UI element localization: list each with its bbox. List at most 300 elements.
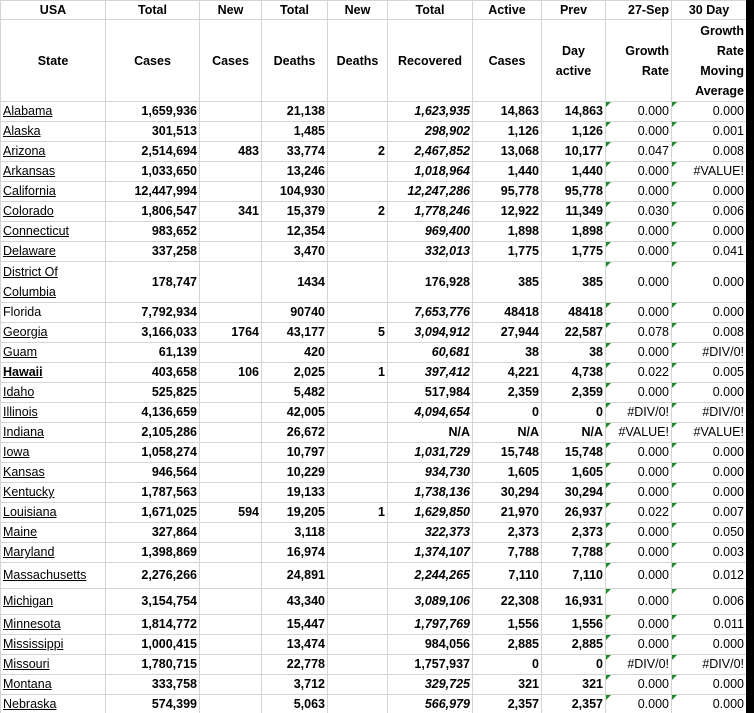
growth-rate-cell[interactable]: 0.000	[606, 222, 672, 242]
state-name-cell[interactable]: Mississippi	[1, 635, 106, 655]
new-cases-cell[interactable]	[200, 222, 262, 242]
active-cell[interactable]: 1,605	[473, 463, 542, 483]
growth-rate-cell[interactable]: 0.000	[606, 262, 672, 303]
total-deaths-cell[interactable]: 16,974	[262, 543, 328, 563]
state-name-cell[interactable]: Michigan	[1, 589, 106, 615]
new-cases-cell[interactable]	[200, 343, 262, 363]
total-deaths-cell[interactable]: 24,891	[262, 563, 328, 589]
state-name-cell[interactable]: Delaware	[1, 242, 106, 262]
growth-rate-cell[interactable]: 0.000	[606, 615, 672, 635]
new-cases-cell[interactable]	[200, 615, 262, 635]
new-deaths-cell[interactable]	[328, 615, 388, 635]
recovered-cell[interactable]: 12,247,286	[388, 182, 473, 202]
prev-active-cell[interactable]: 1,898	[542, 222, 606, 242]
prev-active-cell[interactable]: 2,885	[542, 635, 606, 655]
total-cases-cell[interactable]: 337,258	[106, 242, 200, 262]
moving-average-cell[interactable]: 0.000	[672, 383, 747, 403]
total-cases-cell[interactable]: 3,154,754	[106, 589, 200, 615]
new-cases-cell[interactable]	[200, 423, 262, 443]
new-cases-cell[interactable]	[200, 655, 262, 675]
active-cell[interactable]: 0	[473, 655, 542, 675]
moving-average-cell[interactable]: 0.041	[672, 242, 747, 262]
active-cell[interactable]: 7,788	[473, 543, 542, 563]
state-name-cell[interactable]: Louisiana	[1, 503, 106, 523]
active-cell[interactable]: 38	[473, 343, 542, 363]
header-cell[interactable]: 30 Day	[672, 1, 747, 20]
active-cell[interactable]: 7,110	[473, 563, 542, 589]
new-deaths-cell[interactable]	[328, 162, 388, 182]
moving-average-cell[interactable]: 0.000	[672, 695, 747, 713]
recovered-cell[interactable]: 1,031,729	[388, 443, 473, 463]
state-name-cell[interactable]: Illinois	[1, 403, 106, 423]
new-cases-cell[interactable]: 483	[200, 142, 262, 162]
moving-average-cell[interactable]: 0.007	[672, 503, 747, 523]
new-deaths-cell[interactable]	[328, 423, 388, 443]
recovered-cell[interactable]: 332,013	[388, 242, 473, 262]
growth-rate-cell[interactable]: 0.000	[606, 463, 672, 483]
recovered-cell[interactable]: 934,730	[388, 463, 473, 483]
moving-average-cell[interactable]: 0.000	[672, 182, 747, 202]
active-cell[interactable]: 14,863	[473, 102, 542, 122]
prev-active-cell[interactable]: 26,937	[542, 503, 606, 523]
new-cases-cell[interactable]	[200, 122, 262, 142]
new-deaths-cell[interactable]: 1	[328, 363, 388, 383]
header-cell[interactable]: Cases	[106, 20, 200, 102]
new-deaths-cell[interactable]: 5	[328, 323, 388, 343]
growth-rate-cell[interactable]: 0.000	[606, 635, 672, 655]
new-deaths-cell[interactable]	[328, 182, 388, 202]
new-deaths-cell[interactable]: 2	[328, 202, 388, 222]
recovered-cell[interactable]: 60,681	[388, 343, 473, 363]
total-deaths-cell[interactable]: 420	[262, 343, 328, 363]
header-cell[interactable]: Active	[473, 1, 542, 20]
total-deaths-cell[interactable]: 2,025	[262, 363, 328, 383]
growth-rate-cell[interactable]: #DIV/0!	[606, 655, 672, 675]
prev-active-cell[interactable]: 1,126	[542, 122, 606, 142]
active-cell[interactable]: 48418	[473, 303, 542, 323]
prev-active-cell[interactable]: 1,775	[542, 242, 606, 262]
prev-active-cell[interactable]: 4,738	[542, 363, 606, 383]
recovered-cell[interactable]: 397,412	[388, 363, 473, 383]
growth-rate-cell[interactable]: 0.000	[606, 303, 672, 323]
total-cases-cell[interactable]: 1,814,772	[106, 615, 200, 635]
growth-rate-cell[interactable]: 0.000	[606, 383, 672, 403]
growth-rate-cell[interactable]: 0.022	[606, 363, 672, 383]
new-deaths-cell[interactable]	[328, 635, 388, 655]
state-name-cell[interactable]: Hawaii	[1, 363, 106, 383]
total-cases-cell[interactable]: 1,058,274	[106, 443, 200, 463]
new-deaths-cell[interactable]	[328, 443, 388, 463]
new-cases-cell[interactable]	[200, 589, 262, 615]
new-deaths-cell[interactable]	[328, 262, 388, 303]
new-deaths-cell[interactable]	[328, 403, 388, 423]
state-name-cell[interactable]: Maryland	[1, 543, 106, 563]
header-cell[interactable]: Day active	[542, 20, 606, 102]
active-cell[interactable]: 4,221	[473, 363, 542, 383]
total-deaths-cell[interactable]: 3,712	[262, 675, 328, 695]
total-deaths-cell[interactable]: 10,797	[262, 443, 328, 463]
state-name-cell[interactable]: Kansas	[1, 463, 106, 483]
moving-average-cell[interactable]: 0.000	[672, 463, 747, 483]
moving-average-cell[interactable]: 0.000	[672, 483, 747, 503]
recovered-cell[interactable]: 1,797,769	[388, 615, 473, 635]
total-cases-cell[interactable]: 946,564	[106, 463, 200, 483]
prev-active-cell[interactable]: 38	[542, 343, 606, 363]
header-cell[interactable]: Growth Rate	[606, 20, 672, 102]
recovered-cell[interactable]: 4,094,654	[388, 403, 473, 423]
new-deaths-cell[interactable]	[328, 483, 388, 503]
growth-rate-cell[interactable]: 0.022	[606, 503, 672, 523]
total-deaths-cell[interactable]: 13,474	[262, 635, 328, 655]
state-name-cell[interactable]: Massachusetts	[1, 563, 106, 589]
new-cases-cell[interactable]	[200, 543, 262, 563]
new-deaths-cell[interactable]	[328, 242, 388, 262]
new-deaths-cell[interactable]	[328, 675, 388, 695]
moving-average-cell[interactable]: #DIV/0!	[672, 343, 747, 363]
new-deaths-cell[interactable]: 2	[328, 142, 388, 162]
active-cell[interactable]: 2,357	[473, 695, 542, 713]
new-deaths-cell[interactable]	[328, 589, 388, 615]
new-cases-cell[interactable]: 341	[200, 202, 262, 222]
growth-rate-cell[interactable]: 0.000	[606, 695, 672, 713]
recovered-cell[interactable]: 298,902	[388, 122, 473, 142]
moving-average-cell[interactable]: 0.011	[672, 615, 747, 635]
header-cell[interactable]: Deaths	[328, 20, 388, 102]
recovered-cell[interactable]: 176,928	[388, 262, 473, 303]
new-cases-cell[interactable]	[200, 262, 262, 303]
new-deaths-cell[interactable]	[328, 303, 388, 323]
total-deaths-cell[interactable]: 43,177	[262, 323, 328, 343]
moving-average-cell[interactable]: 0.008	[672, 142, 747, 162]
prev-active-cell[interactable]: 2,359	[542, 383, 606, 403]
moving-average-cell[interactable]: 0.050	[672, 523, 747, 543]
moving-average-cell[interactable]: 0.000	[672, 635, 747, 655]
total-cases-cell[interactable]: 333,758	[106, 675, 200, 695]
state-name-cell[interactable]: Iowa	[1, 443, 106, 463]
prev-active-cell[interactable]: 1,556	[542, 615, 606, 635]
state-name-cell[interactable]: Georgia	[1, 323, 106, 343]
prev-active-cell[interactable]: 11,349	[542, 202, 606, 222]
total-cases-cell[interactable]: 1,000,415	[106, 635, 200, 655]
new-cases-cell[interactable]	[200, 563, 262, 589]
total-cases-cell[interactable]: 574,399	[106, 695, 200, 713]
growth-rate-cell[interactable]: 0.078	[606, 323, 672, 343]
recovered-cell[interactable]: 329,725	[388, 675, 473, 695]
recovered-cell[interactable]: 1,757,937	[388, 655, 473, 675]
prev-active-cell[interactable]: 10,177	[542, 142, 606, 162]
state-name-cell[interactable]: District Of Columbia	[1, 262, 106, 303]
active-cell[interactable]: 321	[473, 675, 542, 695]
state-name-cell[interactable]: Maine	[1, 523, 106, 543]
recovered-cell[interactable]: 3,089,106	[388, 589, 473, 615]
growth-rate-cell[interactable]: 0.000	[606, 102, 672, 122]
total-cases-cell[interactable]: 1,398,869	[106, 543, 200, 563]
new-deaths-cell[interactable]	[328, 222, 388, 242]
growth-rate-cell[interactable]: 0.000	[606, 343, 672, 363]
header-cell[interactable]: USA	[1, 1, 106, 20]
total-deaths-cell[interactable]: 19,205	[262, 503, 328, 523]
new-deaths-cell[interactable]	[328, 563, 388, 589]
recovered-cell[interactable]: 322,373	[388, 523, 473, 543]
growth-rate-cell[interactable]: 0.000	[606, 122, 672, 142]
growth-rate-cell[interactable]: 0.000	[606, 162, 672, 182]
moving-average-cell[interactable]: 0.006	[672, 589, 747, 615]
active-cell[interactable]: 30,294	[473, 483, 542, 503]
moving-average-cell[interactable]: 0.000	[672, 675, 747, 695]
moving-average-cell[interactable]: 0.008	[672, 323, 747, 343]
state-name-cell[interactable]: Guam	[1, 343, 106, 363]
prev-active-cell[interactable]: N/A	[542, 423, 606, 443]
active-cell[interactable]: 27,944	[473, 323, 542, 343]
prev-active-cell[interactable]: 2,373	[542, 523, 606, 543]
header-cell[interactable]: Recovered	[388, 20, 473, 102]
active-cell[interactable]: 1,556	[473, 615, 542, 635]
state-name-cell[interactable]: Kentucky	[1, 483, 106, 503]
prev-active-cell[interactable]: 1,605	[542, 463, 606, 483]
growth-rate-cell[interactable]: 0.000	[606, 242, 672, 262]
state-name-cell[interactable]: Colorado	[1, 202, 106, 222]
new-deaths-cell[interactable]	[328, 655, 388, 675]
header-cell[interactable]: New	[328, 1, 388, 20]
total-deaths-cell[interactable]: 12,354	[262, 222, 328, 242]
new-cases-cell[interactable]	[200, 523, 262, 543]
new-cases-cell[interactable]	[200, 242, 262, 262]
prev-active-cell[interactable]: 0	[542, 403, 606, 423]
total-cases-cell[interactable]: 983,652	[106, 222, 200, 242]
new-deaths-cell[interactable]	[328, 122, 388, 142]
moving-average-cell[interactable]: 0.000	[672, 262, 747, 303]
growth-rate-cell[interactable]: 0.000	[606, 675, 672, 695]
recovered-cell[interactable]: 1,623,935	[388, 102, 473, 122]
prev-active-cell[interactable]: 15,748	[542, 443, 606, 463]
new-deaths-cell[interactable]	[328, 695, 388, 713]
new-cases-cell[interactable]	[200, 102, 262, 122]
prev-active-cell[interactable]: 95,778	[542, 182, 606, 202]
total-deaths-cell[interactable]: 33,774	[262, 142, 328, 162]
header-cell[interactable]: Cases	[200, 20, 262, 102]
moving-average-cell[interactable]: 0.005	[672, 363, 747, 383]
active-cell[interactable]: 2,373	[473, 523, 542, 543]
prev-active-cell[interactable]: 1,440	[542, 162, 606, 182]
moving-average-cell[interactable]: 0.006	[672, 202, 747, 222]
growth-rate-cell[interactable]: 0.000	[606, 543, 672, 563]
moving-average-cell[interactable]: 0.000	[672, 443, 747, 463]
header-cell[interactable]: 27-Sep	[606, 1, 672, 20]
total-deaths-cell[interactable]: 15,379	[262, 202, 328, 222]
active-cell[interactable]: 0	[473, 403, 542, 423]
active-cell[interactable]: 13,068	[473, 142, 542, 162]
recovered-cell[interactable]: 517,984	[388, 383, 473, 403]
active-cell[interactable]: 385	[473, 262, 542, 303]
moving-average-cell[interactable]: 0.003	[672, 543, 747, 563]
recovered-cell[interactable]: 1,018,964	[388, 162, 473, 182]
prev-active-cell[interactable]: 0	[542, 655, 606, 675]
prev-active-cell[interactable]: 7,788	[542, 543, 606, 563]
new-cases-cell[interactable]	[200, 443, 262, 463]
moving-average-cell[interactable]: 0.000	[672, 303, 747, 323]
total-cases-cell[interactable]: 2,105,286	[106, 423, 200, 443]
active-cell[interactable]: 21,970	[473, 503, 542, 523]
total-deaths-cell[interactable]: 3,118	[262, 523, 328, 543]
state-name-cell[interactable]: Nebraska	[1, 695, 106, 713]
new-cases-cell[interactable]: 1764	[200, 323, 262, 343]
new-cases-cell[interactable]	[200, 162, 262, 182]
state-name-cell[interactable]: Alabama	[1, 102, 106, 122]
new-deaths-cell[interactable]: 1	[328, 503, 388, 523]
growth-rate-cell[interactable]: #VALUE!	[606, 423, 672, 443]
new-cases-cell[interactable]: 106	[200, 363, 262, 383]
new-deaths-cell[interactable]	[328, 523, 388, 543]
total-cases-cell[interactable]: 1,806,547	[106, 202, 200, 222]
new-deaths-cell[interactable]	[328, 463, 388, 483]
recovered-cell[interactable]: 2,467,852	[388, 142, 473, 162]
total-deaths-cell[interactable]: 1434	[262, 262, 328, 303]
state-name-cell[interactable]: Idaho	[1, 383, 106, 403]
total-deaths-cell[interactable]: 42,005	[262, 403, 328, 423]
active-cell[interactable]: 2,885	[473, 635, 542, 655]
state-name-cell[interactable]: Connecticut	[1, 222, 106, 242]
prev-active-cell[interactable]: 16,931	[542, 589, 606, 615]
growth-rate-cell[interactable]: 0.000	[606, 563, 672, 589]
new-cases-cell[interactable]	[200, 483, 262, 503]
prev-active-cell[interactable]: 48418	[542, 303, 606, 323]
header-cell[interactable]: Total	[262, 1, 328, 20]
growth-rate-cell[interactable]: 0.000	[606, 182, 672, 202]
growth-rate-cell[interactable]: 0.047	[606, 142, 672, 162]
recovered-cell[interactable]: 2,244,265	[388, 563, 473, 589]
growth-rate-cell[interactable]: 0.000	[606, 523, 672, 543]
growth-rate-cell[interactable]: 0.030	[606, 202, 672, 222]
total-cases-cell[interactable]: 1,780,715	[106, 655, 200, 675]
moving-average-cell[interactable]: 0.000	[672, 102, 747, 122]
total-cases-cell[interactable]: 12,447,994	[106, 182, 200, 202]
total-cases-cell[interactable]: 3,166,033	[106, 323, 200, 343]
total-cases-cell[interactable]: 1,671,025	[106, 503, 200, 523]
recovered-cell[interactable]: 969,400	[388, 222, 473, 242]
total-deaths-cell[interactable]: 90740	[262, 303, 328, 323]
new-cases-cell[interactable]	[200, 675, 262, 695]
active-cell[interactable]: 22,308	[473, 589, 542, 615]
new-cases-cell[interactable]	[200, 463, 262, 483]
state-name-cell[interactable]: Alaska	[1, 122, 106, 142]
total-cases-cell[interactable]: 327,864	[106, 523, 200, 543]
moving-average-cell[interactable]: #DIV/0!	[672, 403, 747, 423]
total-cases-cell[interactable]: 1,033,650	[106, 162, 200, 182]
active-cell[interactable]: 1,440	[473, 162, 542, 182]
header-cell[interactable]: State	[1, 20, 106, 102]
recovered-cell[interactable]: N/A	[388, 423, 473, 443]
recovered-cell[interactable]: 1,629,850	[388, 503, 473, 523]
total-cases-cell[interactable]: 403,658	[106, 363, 200, 383]
prev-active-cell[interactable]: 22,587	[542, 323, 606, 343]
header-cell[interactable]: Cases	[473, 20, 542, 102]
growth-rate-cell[interactable]: 0.000	[606, 589, 672, 615]
total-deaths-cell[interactable]: 26,672	[262, 423, 328, 443]
new-cases-cell[interactable]	[200, 182, 262, 202]
total-deaths-cell[interactable]: 13,246	[262, 162, 328, 182]
total-cases-cell[interactable]: 1,787,563	[106, 483, 200, 503]
total-cases-cell[interactable]: 178,747	[106, 262, 200, 303]
total-deaths-cell[interactable]: 21,138	[262, 102, 328, 122]
total-deaths-cell[interactable]: 5,063	[262, 695, 328, 713]
total-deaths-cell[interactable]: 19,133	[262, 483, 328, 503]
active-cell[interactable]: 2,359	[473, 383, 542, 403]
header-cell[interactable]: Prev	[542, 1, 606, 20]
growth-rate-cell[interactable]: #DIV/0!	[606, 403, 672, 423]
recovered-cell[interactable]: 1,374,107	[388, 543, 473, 563]
total-deaths-cell[interactable]: 5,482	[262, 383, 328, 403]
new-cases-cell[interactable]: 594	[200, 503, 262, 523]
prev-active-cell[interactable]: 385	[542, 262, 606, 303]
recovered-cell[interactable]: 566,979	[388, 695, 473, 713]
total-cases-cell[interactable]: 4,136,659	[106, 403, 200, 423]
total-deaths-cell[interactable]: 104,930	[262, 182, 328, 202]
total-deaths-cell[interactable]: 15,447	[262, 615, 328, 635]
header-cell[interactable]: Total	[106, 1, 200, 20]
prev-active-cell[interactable]: 321	[542, 675, 606, 695]
state-name-cell[interactable]: Arkansas	[1, 162, 106, 182]
new-deaths-cell[interactable]	[328, 543, 388, 563]
total-deaths-cell[interactable]: 1,485	[262, 122, 328, 142]
new-cases-cell[interactable]	[200, 635, 262, 655]
total-deaths-cell[interactable]: 3,470	[262, 242, 328, 262]
prev-active-cell[interactable]: 7,110	[542, 563, 606, 589]
recovered-cell[interactable]: 984,056	[388, 635, 473, 655]
new-cases-cell[interactable]	[200, 403, 262, 423]
moving-average-cell[interactable]: #DIV/0!	[672, 655, 747, 675]
state-name-cell[interactable]: Missouri	[1, 655, 106, 675]
active-cell[interactable]: 95,778	[473, 182, 542, 202]
header-cell[interactable]: Total	[388, 1, 473, 20]
state-name-cell[interactable]: California	[1, 182, 106, 202]
state-name-cell[interactable]: Montana	[1, 675, 106, 695]
header-cell[interactable]: Growth Rate Moving Average	[672, 20, 747, 102]
new-deaths-cell[interactable]	[328, 102, 388, 122]
active-cell[interactable]: N/A	[473, 423, 542, 443]
state-name-cell[interactable]: Minnesota	[1, 615, 106, 635]
moving-average-cell[interactable]: #VALUE!	[672, 162, 747, 182]
prev-active-cell[interactable]: 2,357	[542, 695, 606, 713]
total-cases-cell[interactable]: 301,513	[106, 122, 200, 142]
recovered-cell[interactable]: 1,738,136	[388, 483, 473, 503]
header-cell[interactable]: Deaths	[262, 20, 328, 102]
prev-active-cell[interactable]: 14,863	[542, 102, 606, 122]
new-deaths-cell[interactable]	[328, 383, 388, 403]
active-cell[interactable]: 15,748	[473, 443, 542, 463]
active-cell[interactable]: 12,922	[473, 202, 542, 222]
total-cases-cell[interactable]: 7,792,934	[106, 303, 200, 323]
state-name-cell[interactable]: Florida	[1, 303, 106, 323]
growth-rate-cell[interactable]: 0.000	[606, 443, 672, 463]
moving-average-cell[interactable]: 0.000	[672, 222, 747, 242]
state-name-cell[interactable]: Arizona	[1, 142, 106, 162]
total-cases-cell[interactable]: 1,659,936	[106, 102, 200, 122]
recovered-cell[interactable]: 1,778,246	[388, 202, 473, 222]
new-cases-cell[interactable]	[200, 383, 262, 403]
header-cell[interactable]: New	[200, 1, 262, 20]
active-cell[interactable]: 1,126	[473, 122, 542, 142]
active-cell[interactable]: 1,775	[473, 242, 542, 262]
moving-average-cell[interactable]: 0.012	[672, 563, 747, 589]
total-cases-cell[interactable]: 2,276,266	[106, 563, 200, 589]
total-deaths-cell[interactable]: 43,340	[262, 589, 328, 615]
state-name-cell[interactable]: Indiana	[1, 423, 106, 443]
prev-active-cell[interactable]: 30,294	[542, 483, 606, 503]
new-cases-cell[interactable]	[200, 303, 262, 323]
total-cases-cell[interactable]: 61,139	[106, 343, 200, 363]
recovered-cell[interactable]: 3,094,912	[388, 323, 473, 343]
total-cases-cell[interactable]: 2,514,694	[106, 142, 200, 162]
